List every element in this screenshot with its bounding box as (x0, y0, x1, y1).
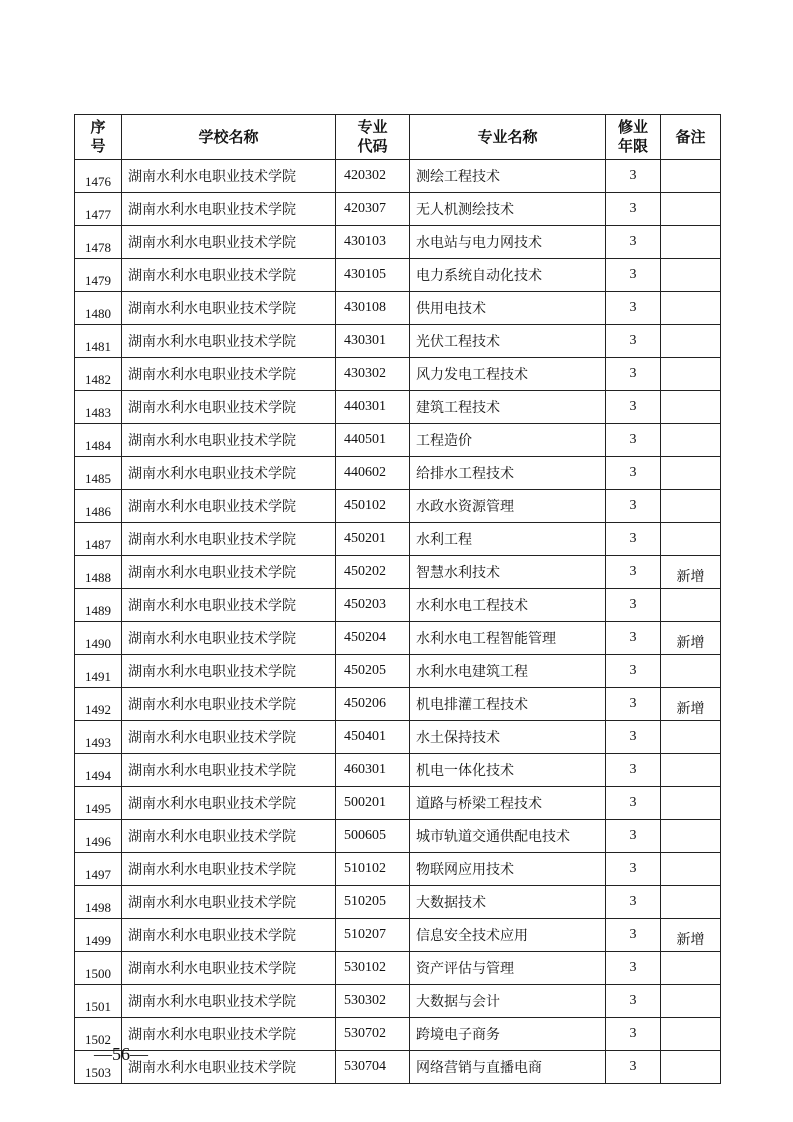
row-code: 430103 (336, 226, 410, 259)
table-row (75, 589, 721, 622)
row-remark (661, 160, 721, 193)
table-row (75, 1018, 721, 1051)
row-index: 1491 (75, 655, 122, 688)
table-row (75, 457, 721, 490)
table-row (75, 655, 721, 688)
row-school: 湖南水利水电职业技术学院 (122, 688, 336, 721)
row-school: 湖南水利水电职业技术学院 (122, 325, 336, 358)
row-remark: 新增 (661, 622, 721, 655)
table-row (75, 688, 721, 721)
table-row (75, 853, 721, 886)
table-row (75, 358, 721, 391)
row-index: 1500 (75, 952, 122, 985)
row-remark (661, 424, 721, 457)
row-school: 湖南水利水电职业技术学院 (122, 1051, 336, 1084)
table-row (75, 424, 721, 457)
row-major: 无人机测绘技术 (410, 193, 606, 226)
row-major: 水电站与电力网技术 (410, 226, 606, 259)
table-row (75, 325, 721, 358)
row-major: 光伏工程技术 (410, 325, 606, 358)
table-row (75, 820, 721, 853)
row-code: 460301 (336, 754, 410, 787)
row-major: 物联网应用技术 (410, 853, 606, 886)
table-row (75, 292, 721, 325)
row-code: 450205 (336, 655, 410, 688)
row-years: 3 (606, 523, 661, 556)
row-school: 湖南水利水电职业技术学院 (122, 490, 336, 523)
row-remark (661, 193, 721, 226)
row-index: 1493 (75, 721, 122, 754)
row-remark (661, 754, 721, 787)
row-index: 1488 (75, 556, 122, 589)
row-years: 3 (606, 589, 661, 622)
row-code: 450204 (336, 622, 410, 655)
row-code: 530302 (336, 985, 410, 1018)
row-school: 湖南水利水电职业技术学院 (122, 589, 336, 622)
row-remark (661, 1051, 721, 1084)
row-school: 湖南水利水电职业技术学院 (122, 259, 336, 292)
row-years: 3 (606, 622, 661, 655)
row-code: 450401 (336, 721, 410, 754)
row-years: 3 (606, 556, 661, 589)
row-code: 430301 (336, 325, 410, 358)
row-remark (661, 655, 721, 688)
row-school: 湖南水利水电职业技术学院 (122, 226, 336, 259)
row-school: 湖南水利水电职业技术学院 (122, 820, 336, 853)
row-years: 3 (606, 193, 661, 226)
header-code: 专业代码 (336, 115, 410, 160)
row-major: 水利水电工程智能管理 (410, 622, 606, 655)
header-major: 专业名称 (410, 115, 606, 160)
row-remark (661, 457, 721, 490)
row-major: 供用电技术 (410, 292, 606, 325)
row-index: 1489 (75, 589, 122, 622)
row-years: 3 (606, 292, 661, 325)
row-code: 450201 (336, 523, 410, 556)
row-major: 机电排灌工程技术 (410, 688, 606, 721)
row-index: 1501 (75, 985, 122, 1018)
row-school: 湖南水利水电职业技术学院 (122, 622, 336, 655)
row-major: 大数据技术 (410, 886, 606, 919)
row-remark (661, 985, 721, 1018)
row-major: 大数据与会计 (410, 985, 606, 1018)
row-school: 湖南水利水电职业技术学院 (122, 853, 336, 886)
row-code: 450203 (336, 589, 410, 622)
row-major: 风力发电工程技术 (410, 358, 606, 391)
row-index: 1497 (75, 853, 122, 886)
row-school: 湖南水利水电职业技术学院 (122, 292, 336, 325)
table-row (75, 721, 721, 754)
row-years: 3 (606, 490, 661, 523)
row-school: 湖南水利水电职业技术学院 (122, 457, 336, 490)
row-years: 3 (606, 886, 661, 919)
row-code: 450206 (336, 688, 410, 721)
table-row (75, 523, 721, 556)
row-index: 1476 (75, 160, 122, 193)
row-years: 3 (606, 160, 661, 193)
table-row (75, 160, 721, 193)
row-remark: 新增 (661, 688, 721, 721)
row-code: 510102 (336, 853, 410, 886)
row-years: 3 (606, 985, 661, 1018)
header-remark: 备注 (661, 115, 721, 160)
row-index: 1503 (75, 1051, 122, 1084)
row-index: 1495 (75, 787, 122, 820)
row-remark (661, 391, 721, 424)
row-school: 湖南水利水电职业技术学院 (122, 1018, 336, 1051)
table-row (75, 919, 721, 952)
row-remark (661, 358, 721, 391)
table-row (75, 490, 721, 523)
row-index: 1483 (75, 391, 122, 424)
row-major: 机电一体化技术 (410, 754, 606, 787)
row-years: 3 (606, 391, 661, 424)
row-code: 430105 (336, 259, 410, 292)
row-school: 湖南水利水电职业技术学院 (122, 193, 336, 226)
table-row (75, 952, 721, 985)
row-major: 水利水电建筑工程 (410, 655, 606, 688)
row-school: 湖南水利水电职业技术学院 (122, 523, 336, 556)
row-school: 湖南水利水电职业技术学院 (122, 655, 336, 688)
row-major: 水利工程 (410, 523, 606, 556)
row-remark (661, 886, 721, 919)
row-years: 3 (606, 787, 661, 820)
row-years: 3 (606, 919, 661, 952)
row-code: 530102 (336, 952, 410, 985)
row-code: 500605 (336, 820, 410, 853)
row-school: 湖南水利水电职业技术学院 (122, 424, 336, 457)
row-index: 1498 (75, 886, 122, 919)
row-years: 3 (606, 1018, 661, 1051)
row-school: 湖南水利水电职业技术学院 (122, 160, 336, 193)
row-major: 道路与桥梁工程技术 (410, 787, 606, 820)
table-row (75, 1051, 721, 1084)
row-years: 3 (606, 688, 661, 721)
row-years: 3 (606, 424, 661, 457)
row-index: 1494 (75, 754, 122, 787)
row-code: 440301 (336, 391, 410, 424)
table-row (75, 226, 721, 259)
row-major: 电力系统自动化技术 (410, 259, 606, 292)
row-remark (661, 490, 721, 523)
row-index: 1482 (75, 358, 122, 391)
row-code: 500201 (336, 787, 410, 820)
row-index: 1480 (75, 292, 122, 325)
row-remark (661, 820, 721, 853)
row-school: 湖南水利水电职业技术学院 (122, 358, 336, 391)
row-code: 420302 (336, 160, 410, 193)
row-index: 1499 (75, 919, 122, 952)
row-major: 城市轨道交通供配电技术 (410, 820, 606, 853)
table-header-row (75, 115, 721, 160)
table-row (75, 754, 721, 787)
row-remark (661, 589, 721, 622)
row-code: 430302 (336, 358, 410, 391)
row-index: 1492 (75, 688, 122, 721)
row-years: 3 (606, 952, 661, 985)
row-remark (661, 226, 721, 259)
row-major: 水政水资源管理 (410, 490, 606, 523)
row-code: 530704 (336, 1051, 410, 1084)
row-major: 水土保持技术 (410, 721, 606, 754)
row-years: 3 (606, 325, 661, 358)
row-years: 3 (606, 820, 661, 853)
table-body (75, 160, 721, 1084)
row-remark (661, 325, 721, 358)
row-school: 湖南水利水电职业技术学院 (122, 391, 336, 424)
row-index: 1478 (75, 226, 122, 259)
row-major: 给排水工程技术 (410, 457, 606, 490)
row-major: 跨境电子商务 (410, 1018, 606, 1051)
row-index: 1477 (75, 193, 122, 226)
table-row (75, 391, 721, 424)
row-years: 3 (606, 358, 661, 391)
row-years: 3 (606, 457, 661, 490)
row-major: 工程造价 (410, 424, 606, 457)
row-remark (661, 952, 721, 985)
row-major: 建筑工程技术 (410, 391, 606, 424)
row-index: 1481 (75, 325, 122, 358)
table-row (75, 886, 721, 919)
row-major: 智慧水利技术 (410, 556, 606, 589)
row-years: 3 (606, 1051, 661, 1084)
row-major: 网络营销与直播电商 (410, 1051, 606, 1084)
row-index: 1485 (75, 457, 122, 490)
row-major: 信息安全技术应用 (410, 919, 606, 952)
row-remark: 新增 (661, 556, 721, 589)
row-code: 450202 (336, 556, 410, 589)
row-index: 1496 (75, 820, 122, 853)
row-code: 530702 (336, 1018, 410, 1051)
row-major: 水利水电工程技术 (410, 589, 606, 622)
row-code: 510205 (336, 886, 410, 919)
row-code: 440602 (336, 457, 410, 490)
row-code: 420307 (336, 193, 410, 226)
row-code: 450102 (336, 490, 410, 523)
table-row (75, 622, 721, 655)
header-school: 学校名称 (122, 115, 336, 160)
row-remark (661, 1018, 721, 1051)
row-years: 3 (606, 721, 661, 754)
row-school: 湖南水利水电职业技术学院 (122, 952, 336, 985)
majors-table (74, 114, 721, 1084)
row-index: 1490 (75, 622, 122, 655)
row-index: 1502 (75, 1018, 122, 1051)
row-major: 测绘工程技术 (410, 160, 606, 193)
row-remark (661, 721, 721, 754)
row-index: 1486 (75, 490, 122, 523)
row-years: 3 (606, 853, 661, 886)
header-index: 序号 (75, 115, 122, 160)
row-remark (661, 259, 721, 292)
row-years: 3 (606, 226, 661, 259)
row-school: 湖南水利水电职业技术学院 (122, 919, 336, 952)
table-row (75, 985, 721, 1018)
row-index: 1479 (75, 259, 122, 292)
page-number: —56— (94, 1044, 148, 1064)
row-school: 湖南水利水电职业技术学院 (122, 556, 336, 589)
row-remark: 新增 (661, 919, 721, 952)
row-code: 430108 (336, 292, 410, 325)
row-code: 510207 (336, 919, 410, 952)
row-remark (661, 292, 721, 325)
row-school: 湖南水利水电职业技术学院 (122, 721, 336, 754)
table-row (75, 259, 721, 292)
row-school: 湖南水利水电职业技术学院 (122, 787, 336, 820)
table-row (75, 787, 721, 820)
row-school: 湖南水利水电职业技术学院 (122, 985, 336, 1018)
row-years: 3 (606, 655, 661, 688)
row-years: 3 (606, 754, 661, 787)
row-major: 资产评估与管理 (410, 952, 606, 985)
row-school: 湖南水利水电职业技术学院 (122, 754, 336, 787)
row-index: 1487 (75, 523, 122, 556)
row-school: 湖南水利水电职业技术学院 (122, 886, 336, 919)
row-remark (661, 853, 721, 886)
header-years: 修业年限 (606, 115, 661, 160)
row-years: 3 (606, 259, 661, 292)
row-remark (661, 523, 721, 556)
row-remark (661, 787, 721, 820)
table-row (75, 556, 721, 589)
row-index: 1484 (75, 424, 122, 457)
table-row (75, 193, 721, 226)
row-code: 440501 (336, 424, 410, 457)
